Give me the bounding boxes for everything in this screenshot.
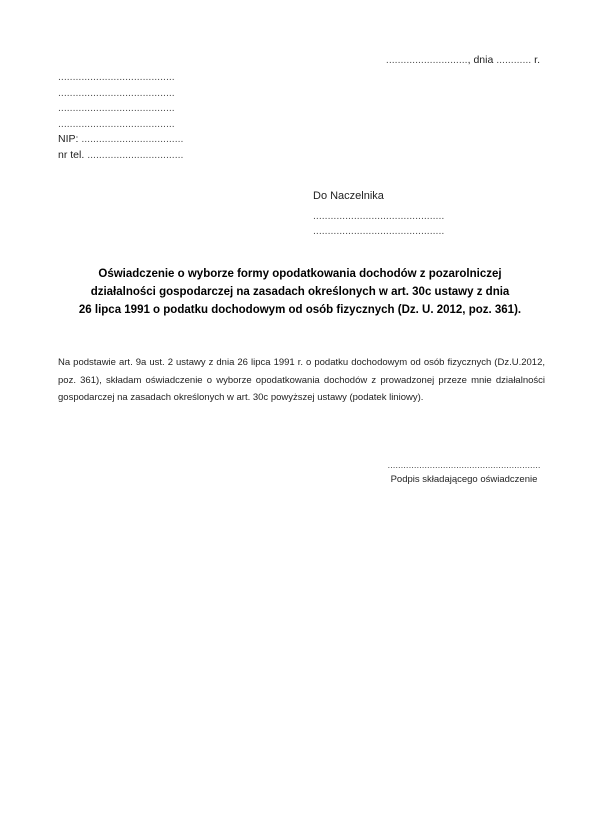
addressee-heading: Do Naczelnika bbox=[313, 190, 384, 202]
date-year-suffix: r. bbox=[531, 54, 540, 66]
addressee-block bbox=[313, 189, 444, 240]
body-paragraph-line: Na podstawie art. 9a ust. 2 ustawy z dnia 26 lipca 1991 r. o podatku dochodowym od osób fizycznych (Dz.U.2012, bbox=[58, 357, 545, 368]
signature-caption: Podpis składającego oświadczenie bbox=[390, 474, 538, 485]
date-place-blank: ............................ bbox=[385, 54, 468, 66]
sender-blank-line: ........................................ bbox=[58, 71, 175, 83]
nip-blank: ................................... bbox=[81, 133, 184, 145]
phone-line bbox=[58, 148, 183, 164]
body-paragraph-line: gospodarczej na zasadach określonych w art. 30c powyższej ustawy (podatek liniowy). bbox=[58, 392, 424, 403]
document-title-line: Oświadczenie o wyborze formy opodatkowania dochodów z pozarolniczej bbox=[98, 268, 502, 280]
body-paragraph-line: poz. 361), składam oświadczenie o wyborze opodatkowania dochodów z prowadzonej przeze mnie działalności bbox=[58, 374, 545, 386]
document-title-line: działalności gospodarczej na zasadach określonych w art. 30c ustawy z dnia bbox=[90, 286, 510, 298]
phone-blank: ................................. bbox=[87, 148, 184, 161]
date-day-blank: ............ bbox=[496, 54, 532, 66]
nip-line bbox=[58, 132, 183, 148]
document-title bbox=[58, 265, 542, 319]
date-line bbox=[386, 54, 540, 67]
sender-blank-line: ........................................ bbox=[58, 102, 175, 114]
body-paragraph bbox=[58, 354, 545, 407]
date-dnia-label: , dnia bbox=[467, 54, 497, 66]
signature-block bbox=[387, 461, 541, 486]
phone-label: nr tel. bbox=[58, 148, 88, 161]
document-title-line: 26 lipca 1991 o podatku dochodowym od osób fizycznych (Dz. U. 2012, poz. 361). bbox=[78, 304, 522, 316]
addressee-blank-line: ............................................. bbox=[313, 225, 445, 237]
addressee-blank-line: ............................................. bbox=[313, 209, 445, 222]
sender-block bbox=[58, 70, 183, 163]
nip-label: NIP: bbox=[58, 133, 82, 145]
sender-blank-line: ........................................ bbox=[58, 86, 175, 99]
signature-blank-line: .......................................................... bbox=[387, 460, 541, 471]
sender-blank-line: ........................................ bbox=[58, 117, 175, 130]
